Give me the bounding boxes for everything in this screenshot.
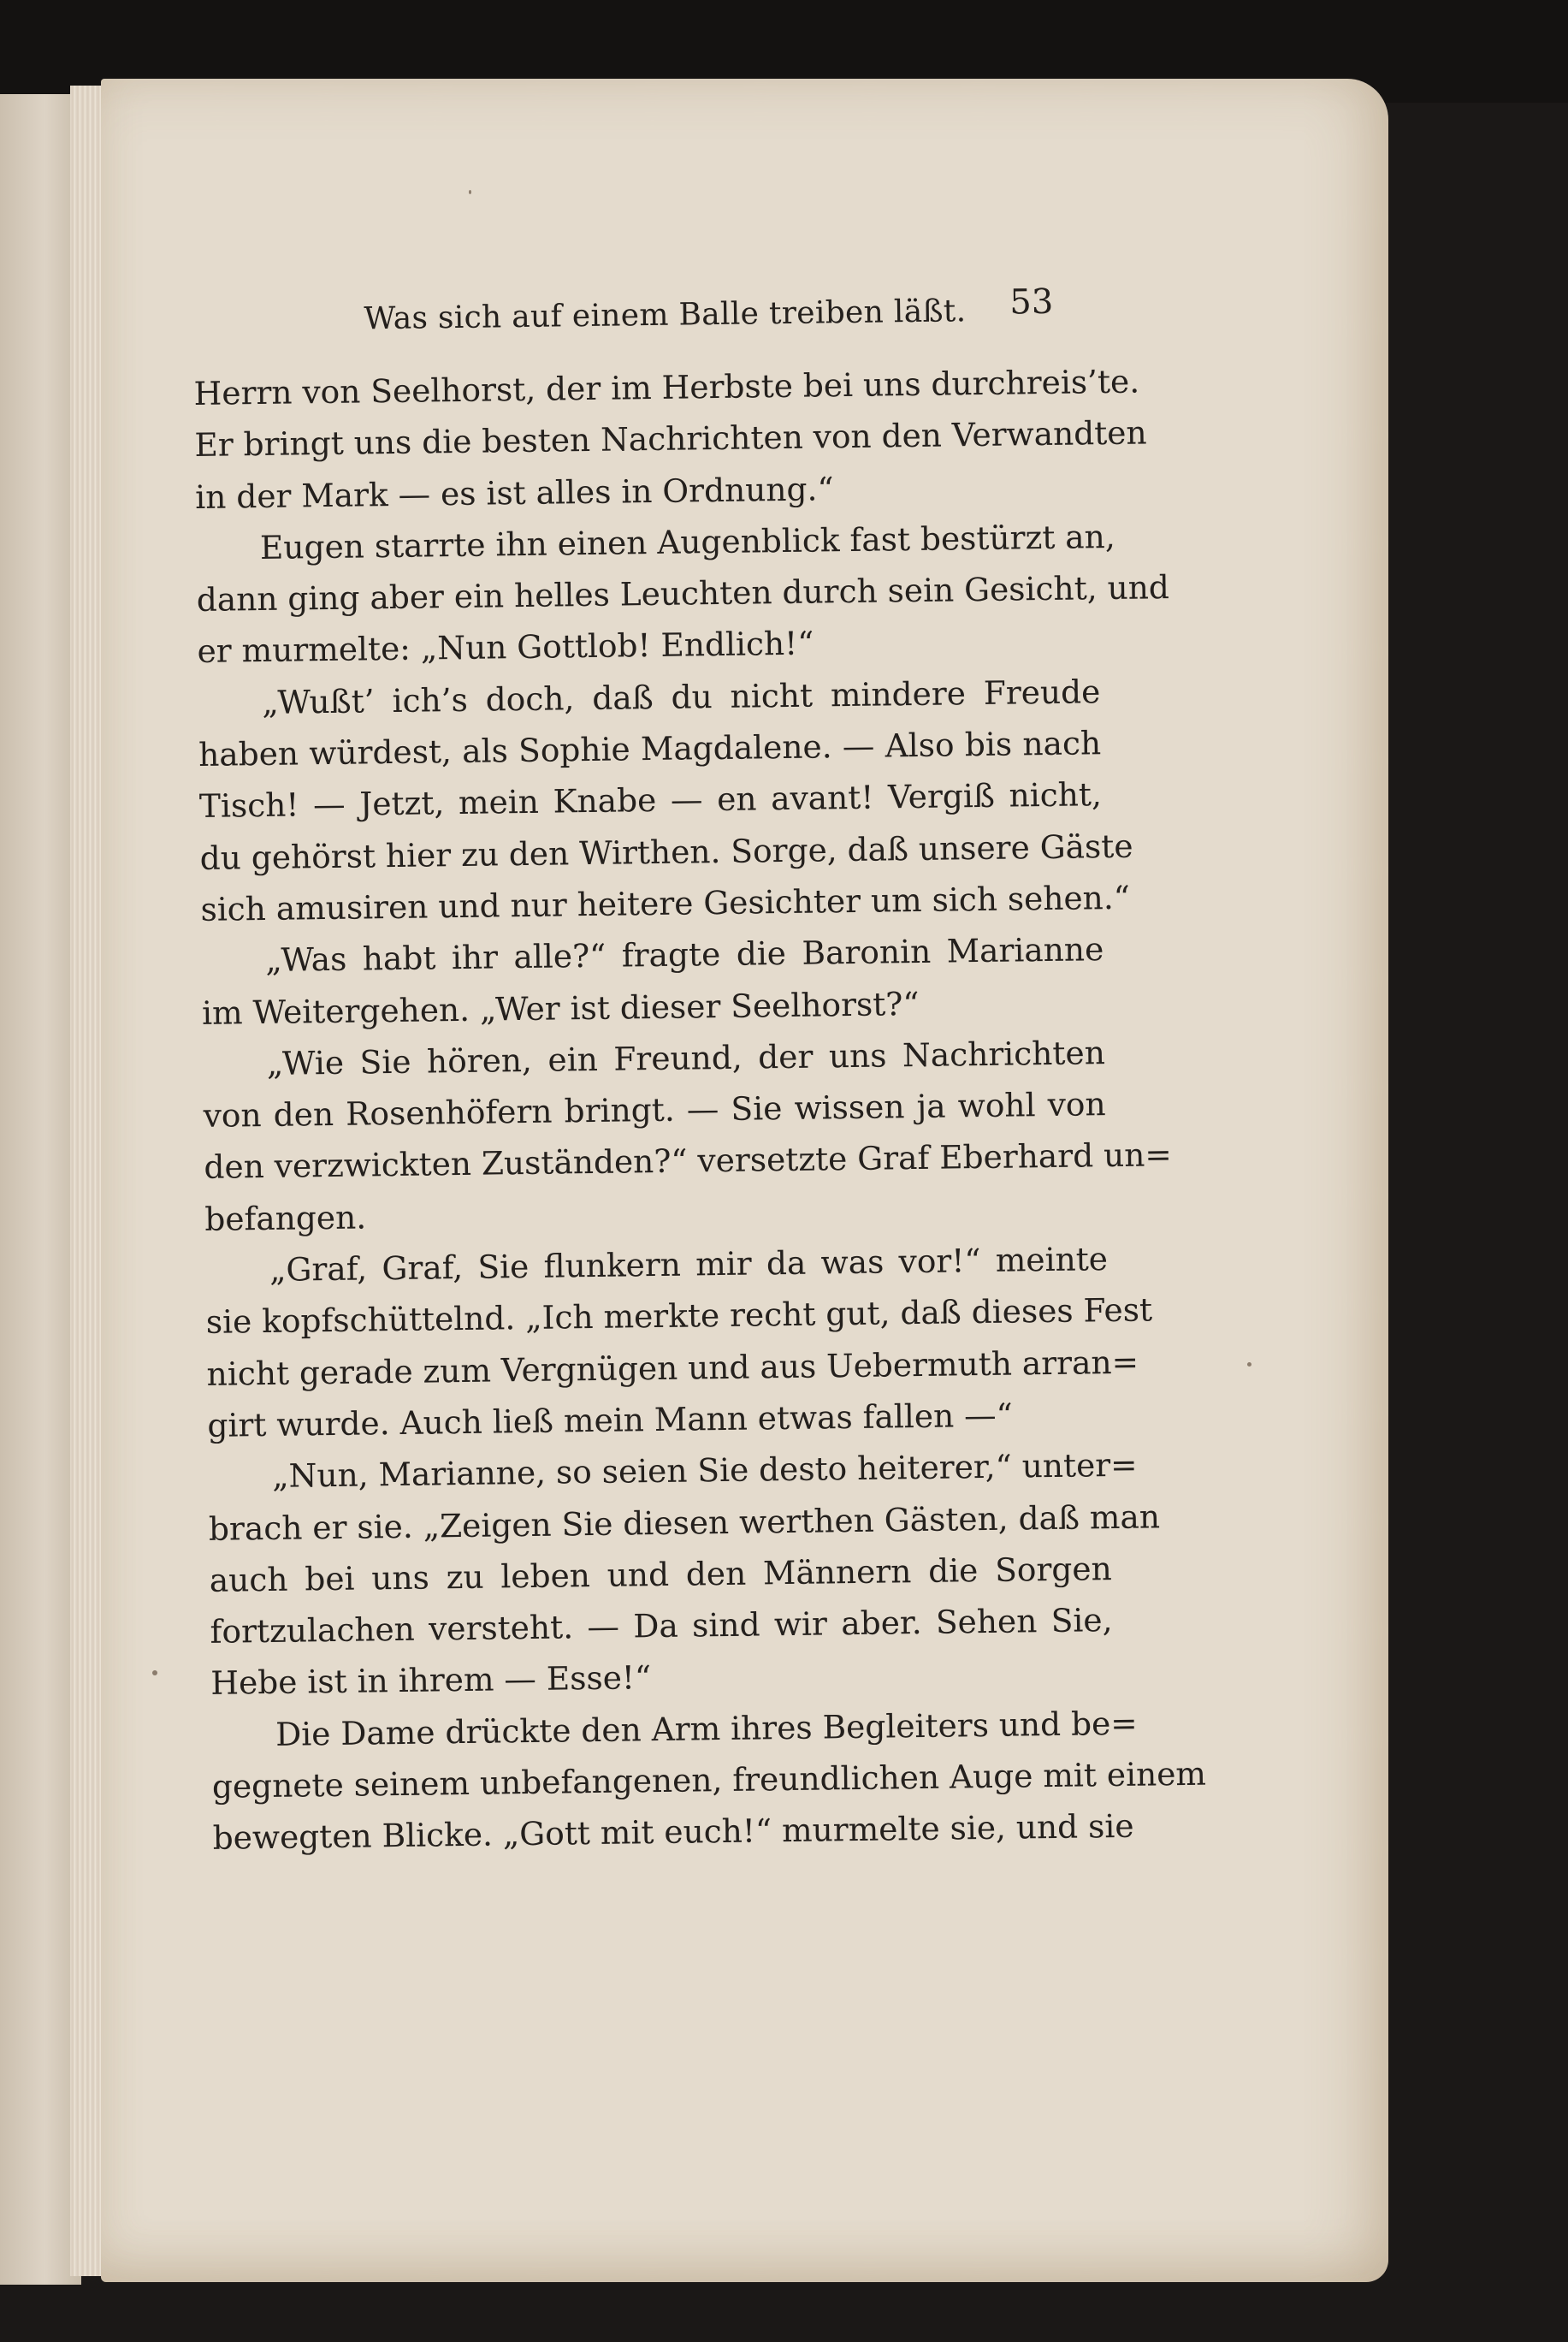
text-line: du gehörst hier zu den Wirthen. Sorge, daß unsere Gäste xyxy=(199,827,1133,877)
text-line: fortzulachen versteht. — Da sind wir aber. Sehen Sie, xyxy=(210,1601,1113,1651)
page-header xyxy=(192,275,1096,368)
text-line: Tisch! — Jetzt, mein Knabe — en avant! Vergiß nicht, xyxy=(198,775,1103,826)
body-text xyxy=(193,356,1207,1864)
text-line: gegnete seinem unbefangenen, freundlichen Auge mit einem xyxy=(211,1754,1207,1805)
text-line: girt wurde. Auch ließ mein Mann etwas fallen —“ xyxy=(207,1396,1014,1444)
page-number: 53 xyxy=(1009,282,1054,323)
text-line: von den Rosenhöfern bringt. — Sie wissen ja wohl von xyxy=(203,1085,1106,1135)
text-line: er murmelte: „Nun Gottlob! Endlich!“ xyxy=(197,625,814,671)
facing-page-edge xyxy=(0,94,81,2285)
text-line: „Was habt ihr alle?“ fragte die Baronin Marianne xyxy=(265,930,1104,980)
paper-speck xyxy=(1247,1362,1251,1367)
text-line: nicht gerade zum Vergnügen und aus Uebermuth arran= xyxy=(206,1343,1139,1393)
text-line: sich amusiren und nur heitere Gesichter um sich sehen.“ xyxy=(200,878,1131,928)
text-line: den verzwickten Zuständen?“ versetzte Graf Eberhard un= xyxy=(204,1135,1173,1187)
text-line: befangen. xyxy=(204,1198,367,1238)
text-line: Er bringt uns die besten Nachrichten von den Verwandten xyxy=(194,413,1147,465)
text-line: „Nun, Marianne, so seien Sie desto heiterer,“ unter= xyxy=(271,1445,1138,1496)
running-head: Was sich auf einem Balle treiben läßt. xyxy=(364,293,967,337)
text-line: dann ging aber ein helles Leuchten durch sein Gesicht, und xyxy=(196,568,1170,620)
text-line: „Graf, Graf, Sie flunkern mir da was vor!“ meinte xyxy=(269,1240,1109,1289)
text-line: auch bei uns zu leben und den Männern die Sorgen xyxy=(209,1549,1112,1599)
text-line: bewegten Blicke. „Gott mit euch!“ murmelte sie, und sie xyxy=(212,1807,1134,1858)
text-line: in der Mark — es ist alles in Ordnung.“ xyxy=(194,469,834,516)
page-text xyxy=(192,275,1207,1864)
paper-speck xyxy=(469,190,471,194)
text-line: Hebe ist in ihrem — Esse!“ xyxy=(210,1658,652,1703)
text-line: im Weitergehen. „Wer ist dieser Seelhorst?“ xyxy=(201,984,920,1032)
text-line: sie kopfschüttelnd. „Ich merkte recht gut, daß dieses Fest xyxy=(205,1290,1153,1342)
text-line: Eugen starrte ihn einen Augenblick fast bestürzt an, xyxy=(259,517,1115,566)
text-line: brach er sie. „Zeigen Sie diesen werthen Gästen, daß man xyxy=(208,1497,1161,1548)
text-line: „Wie Sie hören, ein Freund, der uns Nachrichten xyxy=(266,1033,1106,1082)
paper-speck xyxy=(152,1670,157,1675)
text-line: Die Dame drückte den Arm ihres Begleiters und be= xyxy=(275,1704,1138,1753)
text-line: „Wußt’ ich’s doch, daß du nicht mindere Freude xyxy=(262,672,1101,721)
text-line: haben würdest, als Sophie Magdalene. — Also bis nach xyxy=(198,724,1102,774)
text-line: Herrn von Seelhorst, der im Herbste bei uns durchreis’te. xyxy=(193,362,1140,412)
